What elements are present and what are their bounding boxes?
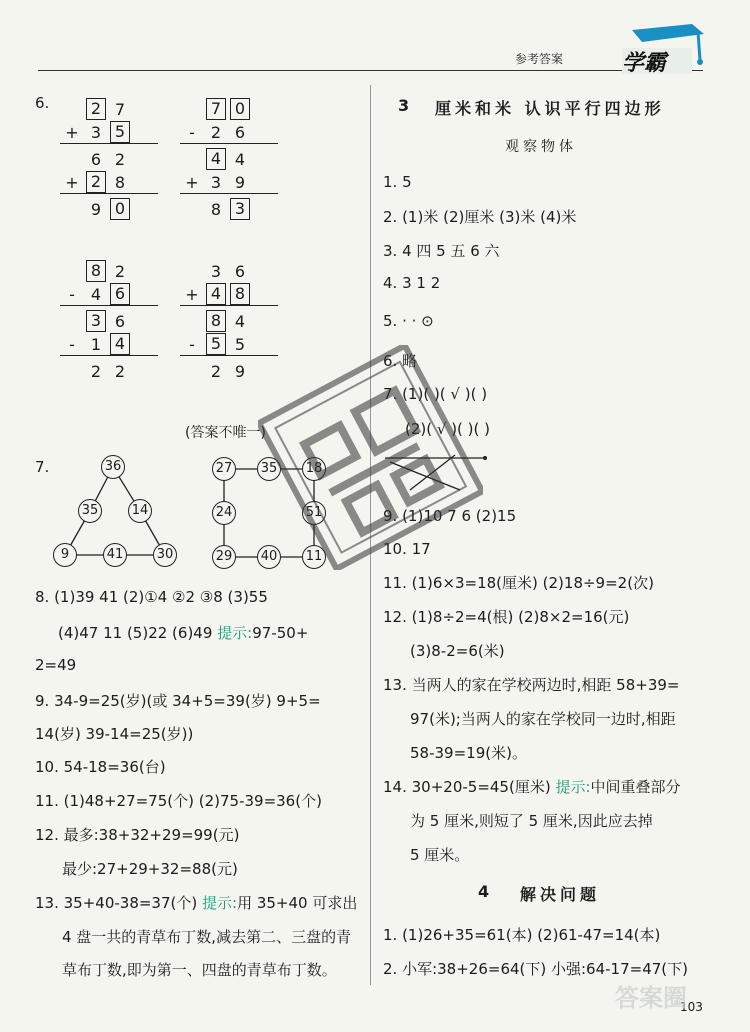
calc-digit: 3 bbox=[210, 172, 222, 192]
calc-box-digit: 3 bbox=[86, 310, 106, 332]
calc-box-digit: 7 bbox=[206, 98, 226, 120]
stamp-seal bbox=[258, 345, 483, 570]
calc-box-digit: 5 bbox=[110, 121, 130, 143]
calc-operator: - bbox=[69, 334, 75, 354]
q13-line3: 草布丁数,即为第一、四盘的青草布丁数。 bbox=[62, 961, 337, 979]
calc-box-digit: 0 bbox=[230, 98, 250, 120]
calc-operator: - bbox=[189, 122, 195, 142]
watermark: 答案圈 bbox=[615, 984, 687, 1012]
square-node-bottom-left: 29 bbox=[212, 545, 236, 569]
calc-operator: - bbox=[69, 284, 75, 304]
q13-line1 bbox=[35, 892, 357, 913]
q13-line1-end: 用 35+40 可求出 bbox=[237, 894, 358, 912]
q11: 11. (1)48+27=75(个) (2)75-39=36(个) bbox=[35, 792, 322, 810]
r-q14-hint: 提示: bbox=[555, 778, 591, 796]
square-node-mid-right: 51 bbox=[302, 501, 326, 525]
calc-box-digit: 4 bbox=[206, 148, 226, 170]
q10: 10. 54-18=36(台) bbox=[35, 758, 166, 776]
calc-digit: 2 bbox=[114, 261, 126, 281]
square-node-top-right: 18 bbox=[302, 457, 326, 481]
r-q14-line3: 5 厘米。 bbox=[410, 846, 470, 864]
calc-digit: 9 bbox=[234, 361, 246, 381]
r-q4: 4. 3 1 2 bbox=[383, 274, 441, 292]
r-q11: 11. (1)6×3=18(厘米) (2)18÷9=2(次) bbox=[383, 574, 654, 592]
calc-box-digit: 4 bbox=[110, 333, 130, 355]
s4-q2: 2. 小军:38+26=64(下) 小强:64-17=47(下) bbox=[383, 960, 689, 978]
r-q13-line1: 13. 当两人的家在学校两边时,相距 58+39= bbox=[383, 676, 680, 694]
r-q1: 1. 5 bbox=[383, 173, 412, 191]
calc-digit: 8 bbox=[210, 199, 222, 219]
section3-title: 厘米和米 认识平行四边形 bbox=[435, 99, 665, 118]
calc-digit: 4 bbox=[234, 311, 246, 331]
q13-hint: 提示: bbox=[202, 894, 238, 912]
r-q7-line2: (2)( √ )( )( ) bbox=[405, 420, 490, 438]
square-node-top-mid: 35 bbox=[257, 457, 281, 481]
calc-digit: 2 bbox=[210, 361, 222, 381]
r-q5: 5. · · ⊙ bbox=[383, 312, 434, 330]
calc-operator: + bbox=[185, 172, 199, 192]
q12-line2: 最少:27+29+32=88(元) bbox=[62, 860, 238, 878]
r-q10: 10. 17 bbox=[383, 540, 431, 558]
calc-operator: + bbox=[185, 284, 199, 304]
r-q6: 6. 略 bbox=[383, 352, 418, 370]
r-q3: 3. 4 四 5 五 6 六 bbox=[383, 242, 500, 260]
calc-digit: 8 bbox=[114, 172, 126, 192]
page-number: 103 bbox=[680, 1000, 703, 1014]
triangle-node-top: 36 bbox=[101, 455, 125, 479]
calc-box-digit: 3 bbox=[230, 198, 250, 220]
q9-line1: 9. 34-9=25(岁)(或 34+5=39(岁) 9+5= bbox=[35, 692, 321, 710]
calc-digit: 3 bbox=[210, 261, 222, 281]
calc-box-digit: 2 bbox=[86, 171, 106, 193]
q12-line1: 12. 最多:38+32+29=99(元) bbox=[35, 826, 240, 844]
triangle-node-right: 14 bbox=[128, 499, 152, 523]
calc-digit: 6 bbox=[234, 261, 246, 281]
calc-box-digit: 8 bbox=[206, 310, 226, 332]
section4-title: 解决问题 bbox=[520, 885, 601, 904]
calc-digit: 3 bbox=[90, 122, 102, 142]
calc-digit: 1 bbox=[90, 334, 102, 354]
calc-digit: 9 bbox=[234, 172, 246, 192]
square-node-bottom-right: 11 bbox=[302, 545, 326, 569]
q8-line2-text: (4)47 11 (5)22 (6)49 bbox=[58, 624, 218, 642]
calc-digit: 6 bbox=[114, 311, 126, 331]
triangle-node-bottom-right: 30 bbox=[153, 543, 177, 567]
triangle-node-bottom-mid: 41 bbox=[103, 543, 127, 567]
r-q13-line3: 58-39=19(米)。 bbox=[410, 744, 527, 762]
calc-operator: + bbox=[65, 122, 79, 142]
calc-digit: 4 bbox=[90, 284, 102, 304]
calc-box-digit: 5 bbox=[206, 333, 226, 355]
calc-digit: 6 bbox=[234, 122, 246, 142]
square-node-mid-left: 24 bbox=[212, 501, 236, 525]
q8-hint: 提示: bbox=[217, 624, 253, 642]
r-q7-line1: 7. (1)( )( √ )( ) bbox=[383, 385, 488, 403]
r-q14-line2: 为 5 厘米,则短了 5 厘米,因此应去掉 bbox=[410, 812, 653, 830]
q6-number: 6. bbox=[35, 94, 50, 112]
header-label: 参考答案 bbox=[515, 52, 564, 66]
calc-digit: 2 bbox=[90, 361, 102, 381]
calc-digit: 9 bbox=[90, 199, 102, 219]
calc-digit: 7 bbox=[114, 99, 126, 119]
calc-digit: 2 bbox=[114, 361, 126, 381]
q8-line2-end: 97-50+ bbox=[252, 624, 309, 642]
calc-operator: + bbox=[65, 172, 79, 192]
r-q14-line1 bbox=[383, 776, 681, 797]
q13-line1-text: 13. 35+40-38=37(个) bbox=[35, 894, 202, 912]
q8-line1: 8. (1)39 41 (2)①4 ②2 ③8 (3)55 bbox=[35, 588, 268, 606]
section3-subtitle: 观察物体 bbox=[505, 139, 577, 155]
r-q9: 9. (1)10 7 6 (2)15 bbox=[383, 507, 517, 525]
triangle-node-left: 35 bbox=[78, 499, 102, 523]
calc-digit: 2 bbox=[114, 149, 126, 169]
calc-digit: 2 bbox=[210, 122, 222, 142]
section3-number: 3 bbox=[398, 96, 414, 115]
q8-line3: 2=49 bbox=[35, 656, 77, 674]
q13-line2: 4 盘一共的青草布丁数,减去第二、三盘的青 bbox=[62, 928, 352, 946]
calc-digit: 6 bbox=[90, 149, 102, 169]
calc-box-digit: 6 bbox=[110, 283, 130, 305]
square-node-bottom-mid: 40 bbox=[257, 545, 281, 569]
calc-box-digit: 8 bbox=[86, 260, 106, 282]
q9-line2: 14(岁) 39-14=25(岁)) bbox=[35, 725, 194, 743]
calc-box-digit: 2 bbox=[86, 98, 106, 120]
r-q14-line1-text: 14. 30+20-5=45(厘米) bbox=[383, 778, 556, 796]
s4-q1: 1. (1)26+35=61(本) (2)61-47=14(本) bbox=[383, 926, 661, 944]
calc-digit: 4 bbox=[234, 149, 246, 169]
section4-number: 4 bbox=[478, 882, 494, 901]
r-q13-line2: 97(米);当两人的家在学校同一边时,相距 bbox=[410, 710, 676, 728]
r-q2: 2. (1)米 (2)厘米 (3)米 (4)米 bbox=[383, 208, 577, 226]
triangle-node-bottom-left: 9 bbox=[53, 543, 77, 567]
r-q14-line1-end: 中间重叠部分 bbox=[590, 778, 681, 796]
square-node-top-left: 27 bbox=[212, 457, 236, 481]
logo-text: 学霸 bbox=[622, 51, 667, 76]
r-q12-line1: 12. (1)8÷2=4(根) (2)8×2=16(元) bbox=[383, 608, 630, 626]
calc-box-digit: 0 bbox=[110, 198, 130, 220]
calc-digit: 5 bbox=[234, 334, 246, 354]
q7-number: 7. bbox=[35, 458, 50, 476]
q8-line2 bbox=[58, 622, 308, 643]
calc-box-digit: 4 bbox=[206, 283, 226, 305]
r-q12-line2: (3)8-2=6(米) bbox=[410, 642, 505, 660]
calc-operator: - bbox=[189, 334, 195, 354]
q6-note: (答案不唯一) bbox=[185, 425, 266, 441]
calc-box-digit: 8 bbox=[230, 283, 250, 305]
